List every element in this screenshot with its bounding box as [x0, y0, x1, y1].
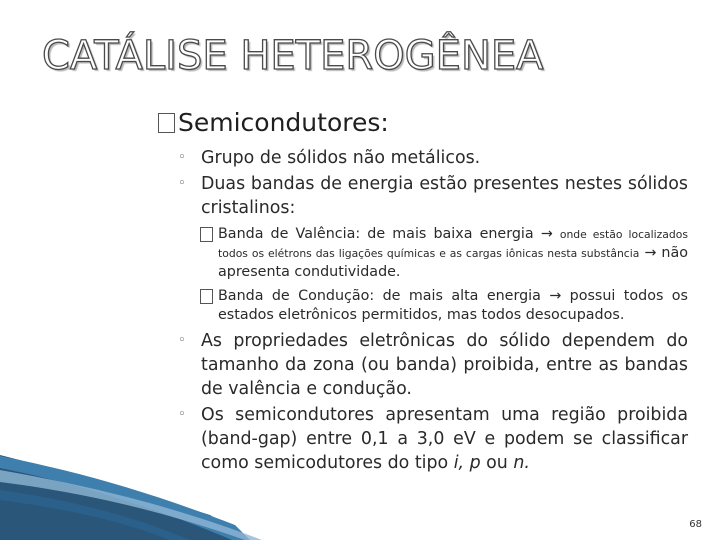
slide-title: CATÁLISE HETEROGÊNEA — [42, 33, 544, 79]
bullet-1 — [178, 146, 688, 170]
ring-bullet-icon: ◦ — [178, 150, 186, 165]
type-n: n. — [513, 453, 530, 473]
bullet-4-text: Os semicondutores apresentam uma região proibida (band-gap) entre 0,1 a 3,0 eV e podem se classificar como semicodutores do tipo — [201, 405, 688, 473]
square-bullet-icon — [200, 289, 213, 304]
type-p: p — [469, 453, 481, 473]
sub-bullet-valencia — [200, 225, 688, 282]
type-i: i, — [453, 453, 465, 473]
sub1-tail: onde estão localizados todos os elétrons das ligações químicas e as cargas iônicas nesta substância — [218, 228, 688, 260]
square-bullet-icon — [200, 227, 213, 242]
bullet-1-text: Grupo de sólidos não metálicos. — [201, 148, 481, 168]
page-number: 68 — [689, 519, 702, 530]
word-ou: ou — [486, 453, 508, 473]
sub1-end: não apresenta condutividade. — [218, 245, 688, 280]
bullet-2 — [178, 172, 688, 220]
bullet-3-text: As propriedades eletrônicas do sólido dependem do tamanho da zona (ou banda) proibida, entre as bandas de valência e condução. — [201, 331, 688, 399]
square-bullet-icon — [158, 113, 175, 133]
bullet-3 — [178, 329, 688, 401]
heading-text: Semicondutores: — [178, 108, 389, 137]
heading-semicondutores — [158, 108, 389, 137]
ring-bullet-icon: ◦ — [178, 176, 186, 191]
sub2-text: Banda de Condução: de mais alta energia → possui todos os estados eletrônicos permitidos, mas todos desocupados. — [218, 288, 688, 323]
arrow-icon: → — [540, 226, 553, 242]
sub-bullet-conducao — [200, 287, 688, 325]
bullet-2-text: Duas bandas de energia estão presentes nestes sólidos cristalinos: — [201, 174, 688, 218]
arrow-icon: → — [644, 245, 657, 261]
sub1-lead: Banda de Valência: de mais baixa energia — [218, 226, 534, 242]
ring-bullet-icon: ◦ — [178, 333, 186, 348]
bullet-4 — [178, 403, 688, 475]
ring-bullet-icon: ◦ — [178, 407, 186, 422]
